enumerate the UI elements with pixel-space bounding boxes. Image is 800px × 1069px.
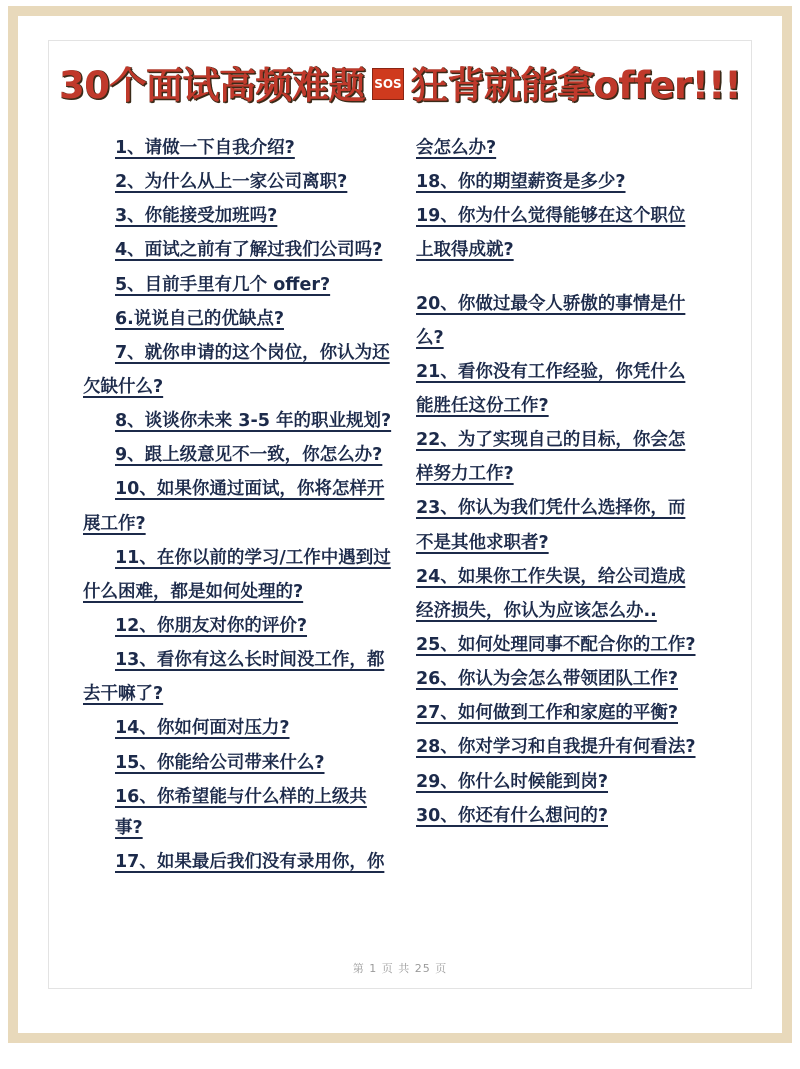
question-item-continuation: 去干嘛了?: [83, 684, 164, 705]
question-item: 4、面试之前有了解过我们公司吗?: [115, 240, 383, 261]
question-item-continuation: 经济损失，你认为应该怎么办..: [416, 600, 657, 621]
question-item: 2、为什么从上一家公司离职?: [115, 172, 348, 193]
question-item: 24、如果你工作失误，给公司造成: [416, 566, 686, 587]
question-item-continuation: 不是其他求职者?: [416, 532, 549, 553]
sos-badge-icon: SOS: [372, 68, 404, 100]
question-item: 30、你还有什么想问的?: [416, 805, 609, 826]
question-item-continuation: 么?: [416, 327, 444, 348]
title-right-text: 狂背就能拿offer!!!: [410, 64, 742, 107]
question-item: 13、看你有这么长时间没工作，都: [115, 650, 385, 671]
question-item: 10、如果你通过面试，你将怎样开: [115, 479, 385, 500]
question-item-continuation: 样努力工作?: [416, 464, 514, 485]
question-item: 3、你能接受加班吗?: [115, 206, 278, 227]
question-column-right: [412, 133, 725, 881]
question-item: 27、如何做到工作和家庭的平衡?: [416, 703, 679, 724]
page-content: [49, 41, 751, 988]
question-item-continuation: 展工作?: [83, 513, 146, 534]
question-item: 12、你朋友对你的评价?: [115, 615, 308, 636]
question-item: 17、如果最后我们没有录用你，你: [115, 851, 385, 872]
question-item: 9、跟上级意见不一致，你怎么办?: [115, 445, 383, 466]
question-item: 21、看你没有工作经验，你凭什么: [416, 361, 686, 382]
question-item: 7、就你申请的这个岗位，你认为还: [115, 342, 390, 363]
question-item: 14、你如何面对压力?: [115, 718, 290, 739]
question-item-continuation: 上取得成就?: [416, 240, 514, 261]
question-item: 11、在你以前的学习/工作中遇到过: [115, 547, 391, 568]
question-item: 23、你认为我们凭什么选择你，而: [416, 498, 686, 519]
question-item: 26、你认为会怎么带领团队工作?: [416, 669, 679, 690]
question-column-left: [79, 133, 392, 881]
question-item-continuation: 欠缺什么?: [83, 376, 164, 397]
decorative-inner-frame: [48, 40, 752, 989]
page-title: [49, 55, 751, 109]
question-item: 1、请做一下自我介绍?: [115, 138, 295, 158]
question-item-continuation: 会怎么办?: [416, 138, 497, 158]
question-item: 16、你希望能与什么样的上级共事?: [115, 786, 367, 838]
decorative-outer-frame: [8, 6, 792, 1043]
question-item: 25、如何处理同事不配合你的工作?: [416, 634, 696, 655]
question-columns: [79, 133, 725, 881]
question-item: 29、你什么时候能到岗?: [416, 771, 609, 792]
question-item: 19、你为什么觉得能够在这个职位: [416, 206, 686, 227]
question-item: 18、你的期望薪资是多少?: [416, 172, 626, 193]
question-item: 20、你做过最令人骄傲的事情是什: [416, 293, 686, 314]
question-item: 6.说说自己的优缺点?: [115, 308, 284, 329]
question-item: 5、目前手里有几个 offer?: [115, 274, 331, 295]
question-item: 28、你对学习和自我提升有何看法?: [416, 737, 696, 758]
question-item-continuation: 什么困难，都是如何处理的?: [83, 581, 304, 602]
title-left-text: 30个面试高频难题: [58, 64, 365, 107]
question-item: 15、你能给公司带来什么?: [115, 752, 325, 773]
question-item-continuation: 能胜任这份工作?: [416, 395, 549, 416]
question-item: 22、为了实现自己的目标，你会怎: [416, 430, 686, 451]
page-footer: 第 1 页 共 25 页: [352, 962, 448, 975]
question-item: 8、谈谈你未来 3-5 年的职业规划?: [115, 411, 392, 432]
